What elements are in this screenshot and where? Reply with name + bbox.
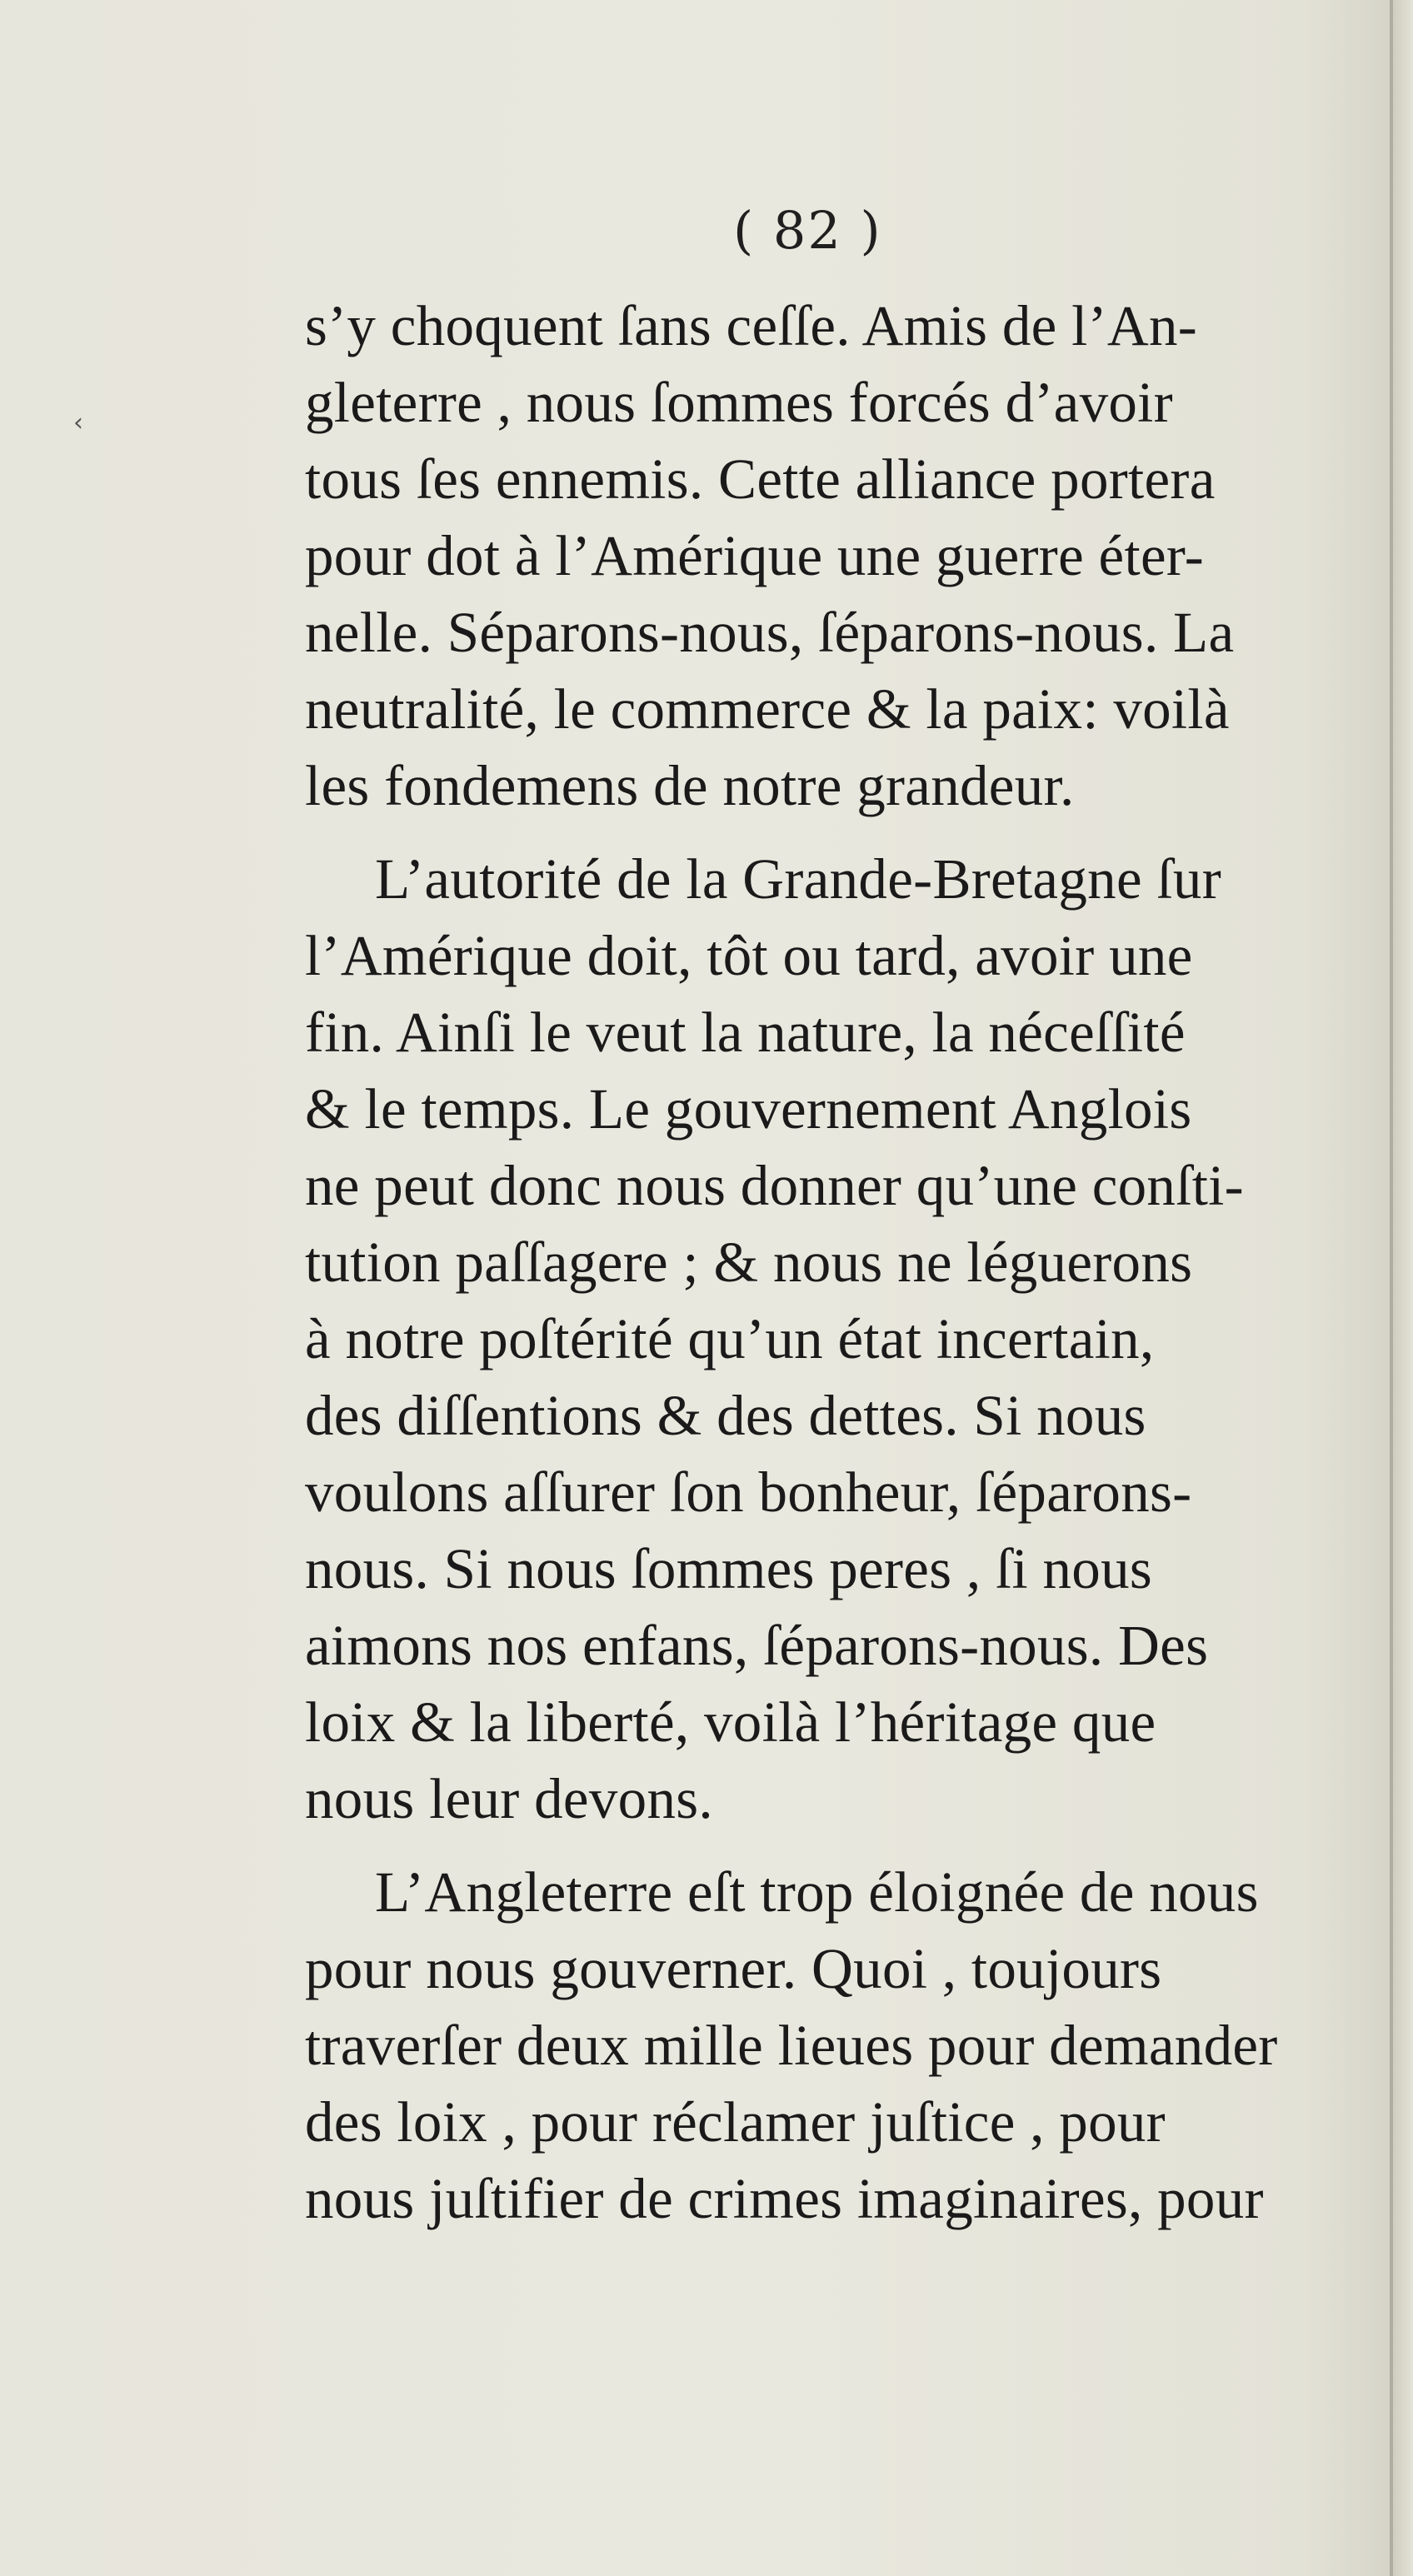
text-line: neutralité, le commerce & la paix: voilà — [305, 677, 1230, 741]
text-line: traverſer deux mille lieues pour demander — [305, 2014, 1278, 2077]
text-line: s’y choquent ſans ceſſe. Amis de l’An- — [305, 294, 1198, 357]
page-edge — [1390, 0, 1393, 2576]
text-line: L’autorité de la Grande-Bretagne ſur — [375, 847, 1221, 911]
text-line: l’Amérique doit, tôt ou tard, avoir une — [305, 924, 1193, 987]
text-line: nous leur devons. — [305, 1767, 713, 1830]
body-text — [305, 287, 1371, 2237]
text-line: aimons nos enfans, ſéparons-nous. Des — [305, 1614, 1209, 1677]
ink-speck: ‹ — [73, 408, 83, 437]
text-line: nelle. Séparons-nous, ſéparons-nous. La — [305, 601, 1235, 664]
text-line: ne peut donc nous donner qu’une conſti- — [305, 1154, 1244, 1217]
text-line: des diſſentions & des dettes. Si nous — [305, 1384, 1146, 1447]
page-edge-shadow — [1393, 0, 1413, 2576]
text-line: pour dot à l’Amérique une guerre éter- — [305, 524, 1205, 587]
paragraph-3 — [305, 1854, 1371, 2237]
text-line: nous juſtifier de crimes imaginaires, pour — [305, 2167, 1264, 2230]
text-line: des loix , pour réclamer juſtice , pour — [305, 2090, 1166, 2154]
text-line: à notre poſtérité qu’un état incertain, — [305, 1307, 1155, 1370]
text-line: gleterre , nous ſommes forcés d’avoir — [305, 371, 1173, 434]
text-line: & le temps. Le gouvernement Anglois — [305, 1077, 1192, 1141]
text-line: fin. Ainſi le veut la nature, la néceſſité — [305, 1001, 1186, 1064]
text-line: voulons aſſurer ſon bonheur, ſéparons- — [305, 1460, 1192, 1524]
text-line: pour nous gouverner. Quoi , toujours — [305, 1937, 1162, 2000]
text-line: tous ſes ennemis. Cette alliance portera — [305, 447, 1216, 511]
text-line: loix & la liberté, voilà l’héritage que — [305, 1690, 1156, 1754]
paragraph-1 — [305, 287, 1371, 824]
paragraph-2 — [305, 841, 1371, 1837]
text-line: L’Angleterre eſt trop éloignée de nous — [375, 1860, 1259, 1924]
text-line: nous. Si nous ſommes peres , ſi nous — [305, 1537, 1153, 1600]
text-line: les fondemens de notre grandeur. — [305, 754, 1075, 817]
page-number: ( 82 ) — [733, 200, 882, 261]
text-line: tution paſſagere ; & nous ne léguerons — [305, 1231, 1193, 1294]
